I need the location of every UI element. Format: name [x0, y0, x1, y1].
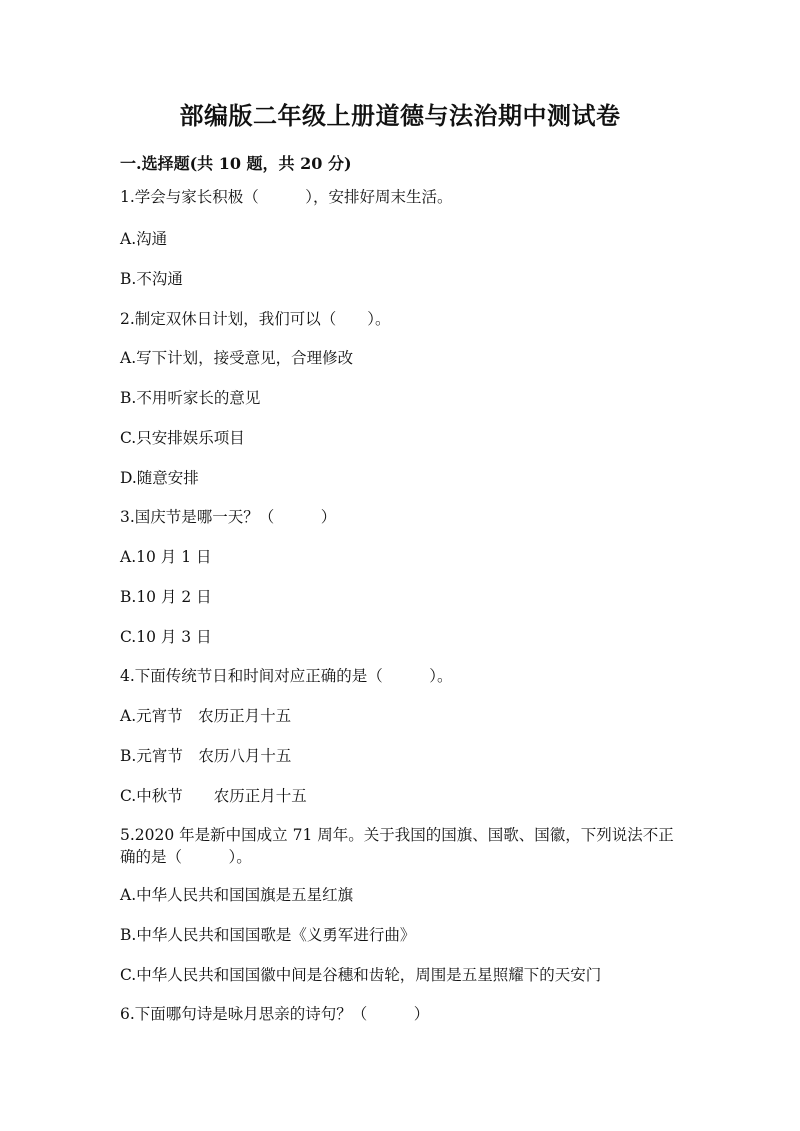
option-3a: A.10 月 1 日: [120, 548, 212, 566]
option-3b: B.10 月 2 日: [120, 588, 212, 606]
option-5a: A.中华人民共和国国旗是五星红旗: [120, 886, 354, 904]
option-4b: B.元宵节 农历八月十五: [120, 747, 292, 765]
section-heading: 一.选择题(共 10 题，共 20 分): [120, 154, 352, 173]
page-title: 部编版二年级上册道德与法治期中测试卷: [179, 101, 621, 130]
option-1b: B.不沟通: [120, 270, 183, 288]
option-1a: A.沟通: [120, 230, 168, 248]
question-5: 5.2020 年是新中国成立 71 周年。关于我国的国旗、国歌、国徽，下列说法不正确的是（ ）。: [120, 826, 674, 866]
question-1: 1.学会与家长积极（ ），安排好周末生活。: [120, 188, 453, 206]
option-2a: A.写下计划，接受意见，合理修改: [120, 349, 354, 367]
option-2c: C.只安排娱乐项目: [120, 429, 245, 447]
option-2d: D.随意安排: [120, 469, 199, 487]
option-2b: B.不用听家长的意见: [120, 389, 261, 407]
option-3c: C.10 月 3 日: [120, 628, 212, 646]
question-6: 6.下面哪句诗是咏月思亲的诗句？（ ）: [120, 1005, 430, 1023]
question-2: 2.制定双休日计划，我们可以（ ）。: [120, 310, 391, 328]
option-4c: C.中秋节 农历正月十五: [120, 787, 307, 805]
option-5c: C.中华人民共和国国徽中间是谷穗和齿轮，周围是五星照耀下的天安门: [120, 966, 602, 984]
option-5b: B.中华人民共和国国歌是《义勇军进行曲》: [120, 926, 416, 944]
question-3: 3.国庆节是哪一天？（ ）: [120, 508, 337, 526]
question-4: 4.下面传统节日和时间对应正确的是（ ）。: [120, 667, 453, 685]
option-4a: A.元宵节 农历正月十五: [120, 707, 292, 725]
